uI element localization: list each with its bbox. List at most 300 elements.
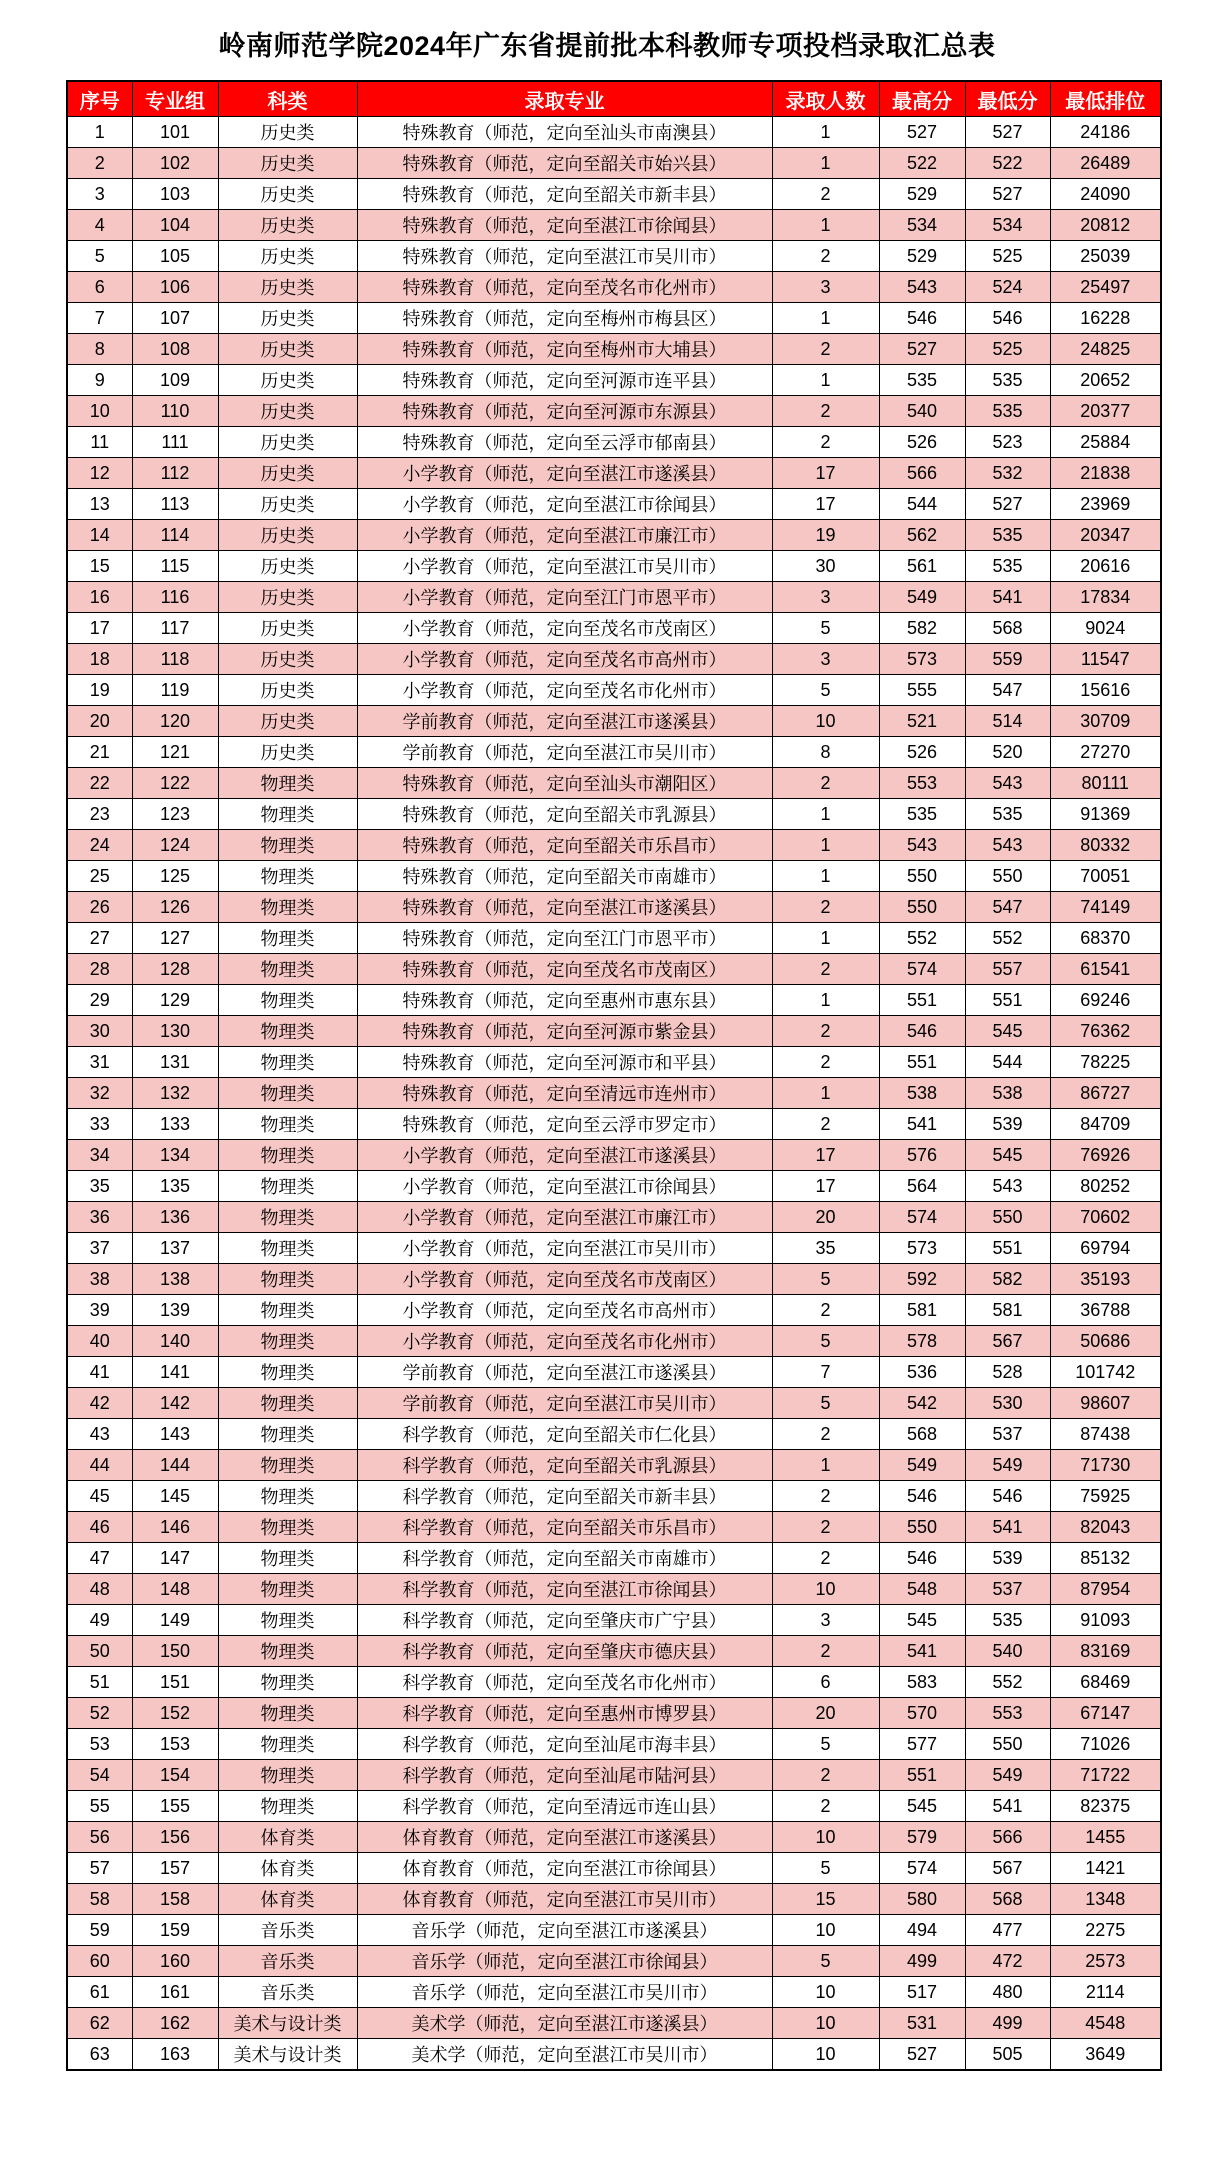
cell-admitted: 2 <box>772 1419 879 1450</box>
cell-group: 112 <box>132 458 218 489</box>
cell-min-rank: 1421 <box>1050 1853 1161 1884</box>
cell-admitted: 17 <box>772 1171 879 1202</box>
table-row <box>67 1295 1161 1326</box>
table-header-row <box>67 81 1161 117</box>
cell-major: 小学教育（师范，定向至湛江市徐闻县） <box>357 1171 772 1202</box>
cell-category: 物理类 <box>218 1388 357 1419</box>
cell-min-rank: 21838 <box>1050 458 1161 489</box>
cell-max-score: 541 <box>879 1636 965 1667</box>
cell-group: 130 <box>132 1016 218 1047</box>
cell-admitted: 10 <box>772 1574 879 1605</box>
cell-max-score: 573 <box>879 644 965 675</box>
cell-group: 146 <box>132 1512 218 1543</box>
cell-admitted: 1 <box>772 923 879 954</box>
cell-admitted: 10 <box>772 2008 879 2039</box>
cell-admitted: 5 <box>772 1388 879 1419</box>
cell-max-score: 529 <box>879 179 965 210</box>
cell-group: 141 <box>132 1357 218 1388</box>
cell-min-rank: 69794 <box>1050 1233 1161 1264</box>
cell-category: 物理类 <box>218 1202 357 1233</box>
cell-max-score: 527 <box>879 117 965 148</box>
cell-max-score: 543 <box>879 830 965 861</box>
cell-min-rank: 9024 <box>1050 613 1161 644</box>
cell-group: 117 <box>132 613 218 644</box>
cell-group: 137 <box>132 1233 218 1264</box>
cell-min-rank: 4548 <box>1050 2008 1161 2039</box>
cell-category: 物理类 <box>218 1636 357 1667</box>
table-row <box>67 1791 1161 1822</box>
cell-group: 116 <box>132 582 218 613</box>
cell-admitted: 1 <box>772 365 879 396</box>
cell-min-rank: 68370 <box>1050 923 1161 954</box>
cell-group: 126 <box>132 892 218 923</box>
cell-max-score: 517 <box>879 1977 965 2008</box>
cell-index: 23 <box>67 799 132 830</box>
cell-major: 科学教育（师范，定向至湛江市徐闻县） <box>357 1574 772 1605</box>
cell-major: 特殊教育（师范，定向至云浮市郁南县） <box>357 427 772 458</box>
cell-min-rank: 27270 <box>1050 737 1161 768</box>
cell-max-score: 551 <box>879 1760 965 1791</box>
cell-max-score: 574 <box>879 1202 965 1233</box>
table-row <box>67 737 1161 768</box>
cell-min-rank: 75925 <box>1050 1481 1161 1512</box>
cell-max-score: 522 <box>879 148 965 179</box>
cell-admitted: 2 <box>772 1791 879 1822</box>
cell-group: 106 <box>132 272 218 303</box>
table-body <box>67 117 1161 2071</box>
cell-index: 6 <box>67 272 132 303</box>
cell-admitted: 5 <box>772 1326 879 1357</box>
cell-index: 16 <box>67 582 132 613</box>
cell-min-score: 544 <box>965 1047 1050 1078</box>
cell-index: 62 <box>67 2008 132 2039</box>
cell-min-score: 551 <box>965 1233 1050 1264</box>
table-row <box>67 489 1161 520</box>
cell-category: 历史类 <box>218 241 357 272</box>
cell-group: 131 <box>132 1047 218 1078</box>
cell-max-score: 499 <box>879 1946 965 1977</box>
cell-min-score: 537 <box>965 1574 1050 1605</box>
cell-max-score: 570 <box>879 1698 965 1729</box>
table-row <box>67 1419 1161 1450</box>
cell-min-rank: 101742 <box>1050 1357 1161 1388</box>
cell-min-score: 550 <box>965 1202 1050 1233</box>
cell-category: 体育类 <box>218 1884 357 1915</box>
cell-min-rank: 20652 <box>1050 365 1161 396</box>
header-min-rank: 最低排位 <box>1050 81 1161 117</box>
cell-category: 历史类 <box>218 179 357 210</box>
cell-major: 小学教育（师范，定向至茂名市茂南区） <box>357 613 772 644</box>
cell-category: 物理类 <box>218 1574 357 1605</box>
table-row <box>67 179 1161 210</box>
cell-group: 134 <box>132 1140 218 1171</box>
cell-min-score: 532 <box>965 458 1050 489</box>
cell-min-rank: 98607 <box>1050 1388 1161 1419</box>
cell-major: 特殊教育（师范，定向至韶关市乳源县） <box>357 799 772 830</box>
cell-admitted: 1 <box>772 1450 879 1481</box>
cell-category: 体育类 <box>218 1853 357 1884</box>
cell-min-rank: 16228 <box>1050 303 1161 334</box>
cell-group: 163 <box>132 2039 218 2071</box>
cell-major: 小学教育（师范，定向至茂名市化州市） <box>357 675 772 706</box>
cell-max-score: 583 <box>879 1667 965 1698</box>
cell-min-rank: 80332 <box>1050 830 1161 861</box>
cell-max-score: 526 <box>879 427 965 458</box>
cell-admitted: 2 <box>772 1636 879 1667</box>
cell-major: 科学教育（师范，定向至韶关市新丰县） <box>357 1481 772 1512</box>
cell-category: 物理类 <box>218 1543 357 1574</box>
admission-summary-table <box>66 80 1162 2071</box>
cell-admitted: 2 <box>772 892 879 923</box>
header-admitted: 录取人数 <box>772 81 879 117</box>
cell-index: 54 <box>67 1760 132 1791</box>
cell-max-score: 543 <box>879 272 965 303</box>
cell-max-score: 536 <box>879 1357 965 1388</box>
page-title: 岭南师范学院2024年广东省提前批本科教师专项投档录取汇总表 <box>218 31 996 61</box>
cell-group: 156 <box>132 1822 218 1853</box>
cell-major: 学前教育（师范，定向至湛江市吴川市） <box>357 737 772 768</box>
cell-max-score: 573 <box>879 1233 965 1264</box>
cell-min-score: 551 <box>965 985 1050 1016</box>
cell-major: 小学教育（师范，定向至湛江市吴川市） <box>357 551 772 582</box>
cell-major: 特殊教育（师范，定向至韶关市始兴县） <box>357 148 772 179</box>
cell-admitted: 2 <box>772 396 879 427</box>
cell-min-score: 527 <box>965 117 1050 148</box>
cell-min-score: 543 <box>965 768 1050 799</box>
cell-min-score: 535 <box>965 799 1050 830</box>
cell-min-rank: 3649 <box>1050 2039 1161 2071</box>
cell-category: 历史类 <box>218 396 357 427</box>
cell-category: 物理类 <box>218 768 357 799</box>
cell-max-score: 550 <box>879 1512 965 1543</box>
cell-admitted: 2 <box>772 241 879 272</box>
cell-max-score: 546 <box>879 1481 965 1512</box>
cell-min-score: 549 <box>965 1450 1050 1481</box>
header-major: 录取专业 <box>357 81 772 117</box>
cell-major: 体育教育（师范，定向至湛江市吴川市） <box>357 1884 772 1915</box>
cell-max-score: 531 <box>879 2008 965 2039</box>
cell-major: 特殊教育（师范，定向至清远市连州市） <box>357 1078 772 1109</box>
cell-admitted: 5 <box>772 1264 879 1295</box>
table-header <box>67 81 1161 117</box>
cell-category: 物理类 <box>218 1357 357 1388</box>
cell-group: 159 <box>132 1915 218 1946</box>
cell-major: 科学教育（师范，定向至韶关市乳源县） <box>357 1450 772 1481</box>
cell-min-rank: 2275 <box>1050 1915 1161 1946</box>
cell-group: 123 <box>132 799 218 830</box>
cell-major: 小学教育（师范，定向至湛江市徐闻县） <box>357 489 772 520</box>
table-row <box>67 892 1161 923</box>
cell-min-score: 538 <box>965 1078 1050 1109</box>
table-row <box>67 1574 1161 1605</box>
cell-index: 10 <box>67 396 132 427</box>
cell-major: 小学教育（师范，定向至江门市恩平市） <box>357 582 772 613</box>
cell-major: 小学教育（师范，定向至茂名市高州市） <box>357 644 772 675</box>
cell-category: 物理类 <box>218 1481 357 1512</box>
cell-min-score: 522 <box>965 148 1050 179</box>
cell-min-score: 550 <box>965 1729 1050 1760</box>
cell-min-rank: 84709 <box>1050 1109 1161 1140</box>
table-row <box>67 1915 1161 1946</box>
cell-group: 157 <box>132 1853 218 1884</box>
cell-category: 历史类 <box>218 148 357 179</box>
cell-group: 153 <box>132 1729 218 1760</box>
cell-admitted: 8 <box>772 737 879 768</box>
cell-max-score: 576 <box>879 1140 965 1171</box>
cell-max-score: 552 <box>879 923 965 954</box>
cell-index: 5 <box>67 241 132 272</box>
cell-group: 104 <box>132 210 218 241</box>
cell-index: 48 <box>67 1574 132 1605</box>
table-row <box>67 1760 1161 1791</box>
cell-category: 物理类 <box>218 1760 357 1791</box>
cell-min-score: 525 <box>965 241 1050 272</box>
cell-min-rank: 71722 <box>1050 1760 1161 1791</box>
cell-group: 115 <box>132 551 218 582</box>
cell-admitted: 19 <box>772 520 879 551</box>
cell-group: 148 <box>132 1574 218 1605</box>
cell-max-score: 574 <box>879 1853 965 1884</box>
cell-major: 科学教育（师范，定向至肇庆市广宁县） <box>357 1605 772 1636</box>
cell-major: 特殊教育（师范，定向至河源市东源县） <box>357 396 772 427</box>
cell-index: 34 <box>67 1140 132 1171</box>
cell-category: 历史类 <box>218 520 357 551</box>
cell-major: 特殊教育（师范，定向至河源市和平县） <box>357 1047 772 1078</box>
cell-min-rank: 50686 <box>1050 1326 1161 1357</box>
cell-min-score: 559 <box>965 644 1050 675</box>
cell-admitted: 2 <box>772 954 879 985</box>
cell-major: 特殊教育（师范，定向至汕头市潮阳区） <box>357 768 772 799</box>
cell-major: 科学教育（师范，定向至茂名市化州市） <box>357 1667 772 1698</box>
cell-admitted: 3 <box>772 582 879 613</box>
cell-min-score: 480 <box>965 1977 1050 2008</box>
cell-max-score: 577 <box>879 1729 965 1760</box>
cell-admitted: 20 <box>772 1202 879 1233</box>
cell-category: 音乐类 <box>218 1977 357 2008</box>
cell-max-score: 551 <box>879 1047 965 1078</box>
table-row <box>67 1233 1161 1264</box>
cell-group: 129 <box>132 985 218 1016</box>
header-index: 序号 <box>67 81 132 117</box>
cell-category: 历史类 <box>218 334 357 365</box>
cell-major: 特殊教育（师范，定向至云浮市罗定市） <box>357 1109 772 1140</box>
cell-major: 体育教育（师范，定向至湛江市遂溪县） <box>357 1822 772 1853</box>
cell-min-score: 547 <box>965 675 1050 706</box>
cell-index: 8 <box>67 334 132 365</box>
cell-min-rank: 71730 <box>1050 1450 1161 1481</box>
cell-group: 120 <box>132 706 218 737</box>
cell-major: 小学教育（师范，定向至茂名市化州市） <box>357 1326 772 1357</box>
cell-group: 109 <box>132 365 218 396</box>
cell-min-score: 539 <box>965 1109 1050 1140</box>
cell-admitted: 3 <box>772 1605 879 1636</box>
cell-admitted: 10 <box>772 1915 879 1946</box>
cell-major: 音乐学（师范，定向至湛江市遂溪县） <box>357 1915 772 1946</box>
cell-admitted: 5 <box>772 675 879 706</box>
cell-max-score: 581 <box>879 1295 965 1326</box>
cell-index: 18 <box>67 644 132 675</box>
cell-major: 美术学（师范，定向至湛江市遂溪县） <box>357 2008 772 2039</box>
table-row <box>67 1109 1161 1140</box>
table-row <box>67 954 1161 985</box>
cell-admitted: 35 <box>772 1233 879 1264</box>
cell-min-score: 550 <box>965 861 1050 892</box>
cell-min-rank: 87954 <box>1050 1574 1161 1605</box>
table-row <box>67 1450 1161 1481</box>
cell-group: 140 <box>132 1326 218 1357</box>
table-row <box>67 582 1161 613</box>
table-row <box>67 1977 1161 2008</box>
header-min-score: 最低分 <box>965 81 1050 117</box>
table-row <box>67 520 1161 551</box>
cell-min-rank: 80111 <box>1050 768 1161 799</box>
cell-index: 57 <box>67 1853 132 1884</box>
cell-min-rank: 82043 <box>1050 1512 1161 1543</box>
cell-min-rank: 25884 <box>1050 427 1161 458</box>
cell-max-score: 579 <box>879 1822 965 1853</box>
table-row <box>67 644 1161 675</box>
cell-index: 51 <box>67 1667 132 1698</box>
cell-major: 体育教育（师范，定向至湛江市徐闻县） <box>357 1853 772 1884</box>
cell-group: 152 <box>132 1698 218 1729</box>
cell-major: 特殊教育（师范，定向至河源市紫金县） <box>357 1016 772 1047</box>
cell-group: 119 <box>132 675 218 706</box>
cell-max-score: 538 <box>879 1078 965 1109</box>
cell-group: 162 <box>132 2008 218 2039</box>
cell-max-score: 564 <box>879 1171 965 1202</box>
cell-min-score: 567 <box>965 1326 1050 1357</box>
cell-index: 7 <box>67 303 132 334</box>
cell-min-rank: 25039 <box>1050 241 1161 272</box>
cell-group: 125 <box>132 861 218 892</box>
cell-index: 60 <box>67 1946 132 1977</box>
cell-major: 特殊教育（师范，定向至茂名市化州市） <box>357 272 772 303</box>
cell-category: 物理类 <box>218 923 357 954</box>
cell-major: 特殊教育（师范，定向至湛江市吴川市） <box>357 241 772 272</box>
cell-max-score: 526 <box>879 737 965 768</box>
cell-min-score: 541 <box>965 1791 1050 1822</box>
cell-min-score: 543 <box>965 1171 1050 1202</box>
cell-admitted: 2 <box>772 1760 879 1791</box>
cell-min-rank: 20812 <box>1050 210 1161 241</box>
cell-min-score: 535 <box>965 1605 1050 1636</box>
cell-min-rank: 87438 <box>1050 1419 1161 1450</box>
cell-group: 158 <box>132 1884 218 1915</box>
cell-group: 144 <box>132 1450 218 1481</box>
cell-category: 物理类 <box>218 799 357 830</box>
cell-group: 103 <box>132 179 218 210</box>
cell-major: 特殊教育（师范，定向至韶关市南雄市） <box>357 861 772 892</box>
cell-min-rank: 20377 <box>1050 396 1161 427</box>
table-row <box>67 1202 1161 1233</box>
cell-index: 24 <box>67 830 132 861</box>
cell-min-score: 534 <box>965 210 1050 241</box>
cell-admitted: 1 <box>772 117 879 148</box>
cell-min-score: 545 <box>965 1016 1050 1047</box>
cell-group: 107 <box>132 303 218 334</box>
cell-min-rank: 78225 <box>1050 1047 1161 1078</box>
cell-admitted: 10 <box>772 706 879 737</box>
cell-group: 161 <box>132 1977 218 2008</box>
cell-max-score: 529 <box>879 241 965 272</box>
cell-category: 物理类 <box>218 1326 357 1357</box>
cell-min-score: 541 <box>965 582 1050 613</box>
cell-major: 特殊教育（师范，定向至茂名市茂南区） <box>357 954 772 985</box>
cell-group: 150 <box>132 1636 218 1667</box>
cell-group: 124 <box>132 830 218 861</box>
cell-major: 特殊教育（师范，定向至湛江市徐闻县） <box>357 210 772 241</box>
cell-index: 19 <box>67 675 132 706</box>
cell-max-score: 549 <box>879 582 965 613</box>
cell-major: 学前教育（师范，定向至湛江市吴川市） <box>357 1388 772 1419</box>
cell-major: 美术学（师范，定向至湛江市吴川市） <box>357 2039 772 2071</box>
cell-min-score: 523 <box>965 427 1050 458</box>
cell-min-rank: 70051 <box>1050 861 1161 892</box>
cell-max-score: 542 <box>879 1388 965 1419</box>
cell-admitted: 2 <box>772 179 879 210</box>
cell-group: 108 <box>132 334 218 365</box>
cell-index: 33 <box>67 1109 132 1140</box>
cell-min-score: 472 <box>965 1946 1050 1977</box>
cell-index: 49 <box>67 1605 132 1636</box>
cell-max-score: 534 <box>879 210 965 241</box>
table-row <box>67 1481 1161 1512</box>
cell-index: 61 <box>67 1977 132 2008</box>
cell-min-score: 514 <box>965 706 1050 737</box>
cell-min-rank: 1455 <box>1050 1822 1161 1853</box>
cell-admitted: 1 <box>772 148 879 179</box>
cell-min-score: 557 <box>965 954 1050 985</box>
cell-index: 59 <box>67 1915 132 1946</box>
cell-admitted: 10 <box>772 1822 879 1853</box>
table-row <box>67 334 1161 365</box>
cell-group: 114 <box>132 520 218 551</box>
table-row <box>67 1512 1161 1543</box>
cell-min-rank: 24186 <box>1050 117 1161 148</box>
cell-category: 物理类 <box>218 1078 357 1109</box>
cell-category: 物理类 <box>218 1605 357 1636</box>
cell-min-rank: 1348 <box>1050 1884 1161 1915</box>
table-row <box>67 1946 1161 1977</box>
cell-min-rank: 35193 <box>1050 1264 1161 1295</box>
cell-index: 11 <box>67 427 132 458</box>
cell-group: 155 <box>132 1791 218 1822</box>
cell-min-score: 581 <box>965 1295 1050 1326</box>
cell-index: 22 <box>67 768 132 799</box>
table-row <box>67 1326 1161 1357</box>
cell-category: 物理类 <box>218 1109 357 1140</box>
cell-category: 音乐类 <box>218 1946 357 1977</box>
cell-category: 历史类 <box>218 582 357 613</box>
cell-min-rank: 61541 <box>1050 954 1161 985</box>
cell-max-score: 566 <box>879 458 965 489</box>
cell-index: 44 <box>67 1450 132 1481</box>
cell-min-score: 553 <box>965 1698 1050 1729</box>
table-row <box>67 365 1161 396</box>
cell-group: 145 <box>132 1481 218 1512</box>
cell-min-score: 566 <box>965 1822 1050 1853</box>
cell-index: 1 <box>67 117 132 148</box>
cell-group: 147 <box>132 1543 218 1574</box>
cell-category: 物理类 <box>218 1233 357 1264</box>
table-row <box>67 923 1161 954</box>
cell-index: 55 <box>67 1791 132 1822</box>
cell-major: 科学教育（师范，定向至韶关市乐昌市） <box>357 1512 772 1543</box>
cell-admitted: 5 <box>772 1729 879 1760</box>
cell-group: 154 <box>132 1760 218 1791</box>
cell-min-rank: 91093 <box>1050 1605 1161 1636</box>
cell-index: 47 <box>67 1543 132 1574</box>
